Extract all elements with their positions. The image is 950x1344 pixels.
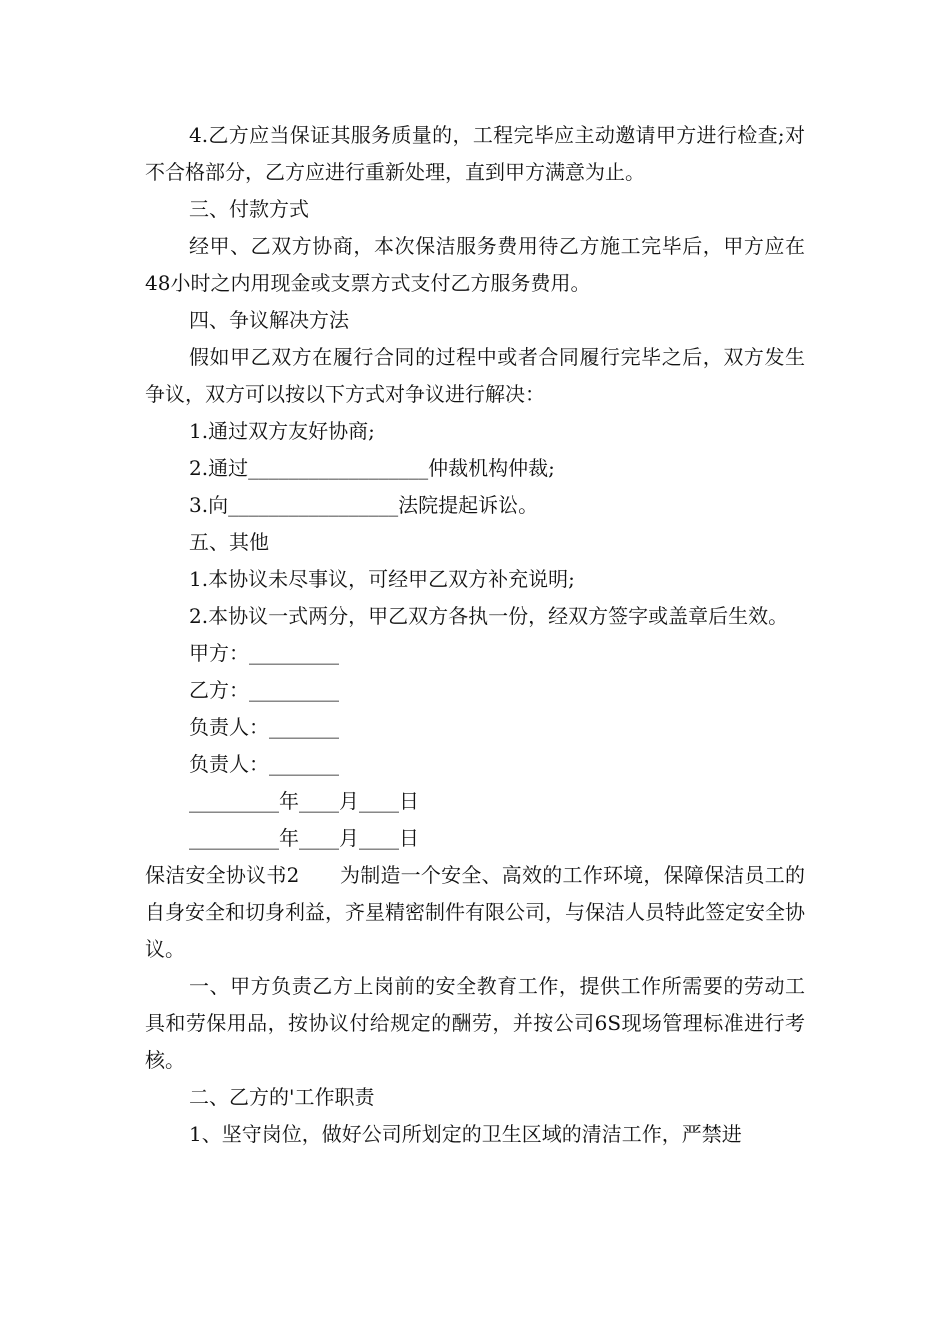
clause-4-quality: 4.乙方应当保证其服务质量的，工程完毕应主动邀请甲方进行检查;对不合格部分，乙方应进行重新处理，直到甲方满意为止。 xyxy=(145,123,805,184)
dispute-1: 1.通过双方友好协商; xyxy=(189,419,375,443)
agreement-2-duty-1: 1、坚守岗位，做好公司所划定的卫生区域的清洁工作，严禁进 xyxy=(189,1122,742,1146)
dispute-text: 假如甲乙双方在履行合同的过程中或者合同履行完毕之后，双方发生争议，双方可以按以下方式对争议进行解决： xyxy=(145,345,805,406)
responsible-a: 负责人：_______ xyxy=(189,715,339,739)
dispute-3: 3.向_________________法院提起诉讼。 xyxy=(189,493,539,517)
agreement-2-intro: 保洁安全协议书2 为制造一个安全、高效的工作环境，保障保洁员工的自身安全和切身利益，齐星精密制件有限公司，与保洁人员特此签定安全协议。 xyxy=(145,863,805,961)
other-2: 2.本协议一式两分，甲乙双方各执一份，经双方签字或盖章后生效。 xyxy=(189,604,789,628)
other-1: 1.本协议未尽事议，可经甲乙双方补充说明; xyxy=(189,567,575,591)
date-b: _________年____月____日 xyxy=(189,826,419,850)
heading-payment: 三、付款方式 xyxy=(189,197,309,221)
responsible-b: 负责人：_______ xyxy=(189,752,339,776)
party-a: 甲方：_________ xyxy=(189,641,339,665)
agreement-2-heading-2: 二、乙方的'工作职责 xyxy=(189,1085,375,1109)
party-b: 乙方：_________ xyxy=(189,678,339,702)
heading-other: 五、其他 xyxy=(189,530,269,554)
document-page xyxy=(145,117,805,1153)
agreement-2-clause-1: 一、甲方负责乙方上岗前的安全教育工作，提供工作所需要的劳动工具和劳保用品，按协议付给规定的酬劳，并按公司6S现场管理标准进行考核。 xyxy=(145,974,805,1072)
payment-text: 经甲、乙双方协商，本次保洁服务费用待乙方施工完毕后，甲方应在48小时之内用现金或支票方式支付乙方服务费用。 xyxy=(145,234,805,295)
heading-dispute: 四、争议解决方法 xyxy=(189,308,349,332)
date-a: _________年____月____日 xyxy=(189,789,419,813)
dispute-2: 2.通过__________________仲裁机构仲裁; xyxy=(189,456,555,480)
